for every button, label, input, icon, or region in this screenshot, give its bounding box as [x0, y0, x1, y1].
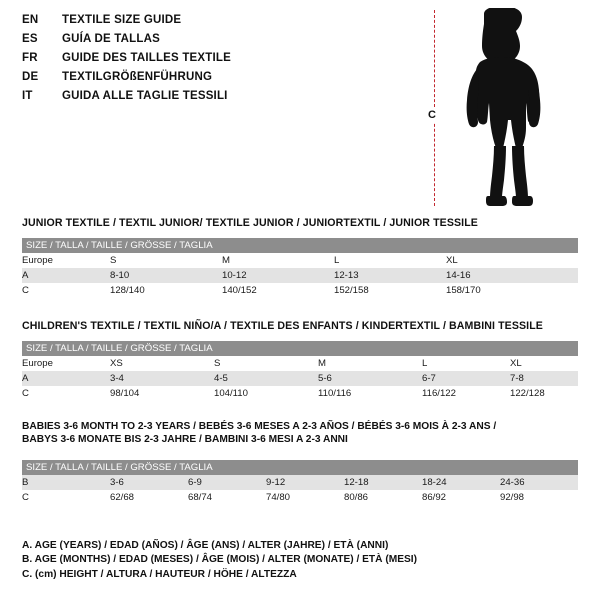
- cell-value: 7-8: [510, 371, 578, 386]
- row-label-b: B: [22, 475, 110, 490]
- section-title-junior: JUNIOR TEXTILE / TEXTIL JUNIOR/ TEXTILE JUNIOR / JUNIORTEXTIL / JUNIOR TESSILE: [22, 217, 478, 229]
- section-title-babies-line1: BABIES 3-6 MONTH TO 2-3 YEARS / BEBÉS 3-6 MESES A 2-3 AÑOS / BÉBÉS 3-6 MOIS À 2-3 ANS /: [22, 421, 497, 432]
- column-s: S: [214, 356, 318, 371]
- footnote-a: A. AGE (YEARS) / EDAD (AÑOS) / ÂGE (ANS) / ALTER (JAHRE) / ETÀ (ANNI): [22, 539, 389, 551]
- language-title: GUIDE DES TAILLES TEXTILE: [62, 52, 231, 64]
- language-row-it: [22, 90, 422, 109]
- language-row-fr: [22, 52, 422, 71]
- babies-size-table: [22, 460, 578, 505]
- column-xl: XL: [510, 356, 578, 371]
- table-header-row: [22, 238, 578, 253]
- table-row: [22, 475, 578, 490]
- cell-value: 152/158: [334, 283, 446, 298]
- cell-value: 68/74: [188, 490, 266, 505]
- cell-value: 86/92: [422, 490, 500, 505]
- column-xl: XL: [446, 253, 578, 268]
- toddler-silhouette-icon: [450, 8, 560, 208]
- cell-value: 3-4: [110, 371, 214, 386]
- table-row: [22, 283, 578, 298]
- table-header-row: [22, 341, 578, 356]
- cell-value: 4-5: [214, 371, 318, 386]
- column-l: L: [334, 253, 446, 268]
- measurement-figure: [420, 8, 580, 208]
- row-label-c: C: [22, 283, 110, 298]
- row-label-c: C: [22, 386, 110, 401]
- table-header-row: [22, 460, 578, 475]
- language-title: GUIDA ALLE TAGLIE TESSILI: [62, 90, 228, 102]
- language-code: ES: [22, 33, 38, 45]
- column-m: M: [222, 253, 334, 268]
- cell-value: 18-24: [422, 475, 500, 490]
- column-m: M: [318, 356, 422, 371]
- column-l: L: [422, 356, 510, 371]
- row-label-c: C: [22, 490, 110, 505]
- language-title: GUÍA DE TALLAS: [62, 33, 160, 45]
- cell-value: 80/86: [344, 490, 422, 505]
- cell-value: 9-12: [266, 475, 344, 490]
- cell-value: 104/110: [214, 386, 318, 401]
- cell-value: 128/140: [110, 283, 222, 298]
- footnote-c: C. (cm) HEIGHT / ALTURA / HAUTEUR / HÖHE / ALTEZZA: [22, 568, 297, 580]
- section-title-babies: [22, 420, 496, 446]
- language-row-es: [22, 33, 422, 52]
- cell-value: 12-18: [344, 475, 422, 490]
- children-size-table: [22, 341, 578, 401]
- cell-value: 62/68: [110, 490, 188, 505]
- language-code: DE: [22, 71, 39, 83]
- section-title-children: CHILDREN'S TEXTILE / TEXTIL NIÑO/A / TEXTILE DES ENFANTS / KINDERTEXTIL / BAMBINI TESSILE: [22, 320, 543, 332]
- column-europe: Europe: [22, 356, 110, 371]
- cell-value: 24-36: [500, 475, 578, 490]
- row-label-a: A: [22, 371, 110, 386]
- table-row: [22, 386, 578, 401]
- column-s: S: [110, 253, 222, 268]
- cell-value: 6-9: [188, 475, 266, 490]
- table-row: [22, 253, 578, 268]
- column-xs: XS: [110, 356, 214, 371]
- size-header-label: SIZE / TALLA / TAILLE / GRÖSSE / TAGLIA: [22, 238, 578, 253]
- cell-value: 8-10: [110, 268, 222, 283]
- cell-value: 12-13: [334, 268, 446, 283]
- table-row: [22, 371, 578, 386]
- section-title-babies-line2: BABYS 3-6 MONATE BIS 2-3 JAHRE / BAMBINI 3-6 MESI A 2-3 ANNI: [22, 434, 348, 445]
- language-code: EN: [22, 14, 39, 26]
- cell-value: 3-6: [110, 475, 188, 490]
- junior-size-table: [22, 238, 578, 298]
- table-row: [22, 268, 578, 283]
- cell-value: 122/128: [510, 386, 578, 401]
- language-row-de: [22, 71, 422, 90]
- measure-label-c: C: [428, 109, 436, 121]
- cell-value: 98/104: [110, 386, 214, 401]
- table-row: [22, 490, 578, 505]
- cell-value: 14-16: [446, 268, 578, 283]
- size-header-label: SIZE / TALLA / TAILLE / GRÖSSE / TAGLIA: [22, 341, 578, 356]
- footnote-legend: [22, 539, 417, 583]
- cell-value: 110/116: [318, 386, 422, 401]
- cell-value: 92/98: [500, 490, 578, 505]
- cell-value: 5-6: [318, 371, 422, 386]
- cell-value: 6-7: [422, 371, 510, 386]
- language-code: FR: [22, 52, 38, 64]
- language-title: TEXTILE SIZE GUIDE: [62, 14, 182, 26]
- cell-value: 10-12: [222, 268, 334, 283]
- table-row: [22, 356, 578, 371]
- size-header-label: SIZE / TALLA / TAILLE / GRÖSSE / TAGLIA: [22, 460, 578, 475]
- cell-value: 116/122: [422, 386, 510, 401]
- cell-value: 140/152: [222, 283, 334, 298]
- footnote-b: B. AGE (MONTHS) / EDAD (MESES) / ÂGE (MOIS) / ALTER (MONATE) / ETÀ (MESI): [22, 554, 418, 565]
- language-title-list: [22, 14, 422, 109]
- language-code: IT: [22, 90, 33, 102]
- column-europe: Europe: [22, 253, 110, 268]
- cell-value: 158/170: [446, 283, 578, 298]
- language-title: TEXTILGRÖßENFÜHRUNG: [62, 71, 213, 83]
- cell-value: 74/80: [266, 490, 344, 505]
- language-row-en: [22, 14, 422, 33]
- row-label-a: A: [22, 268, 110, 283]
